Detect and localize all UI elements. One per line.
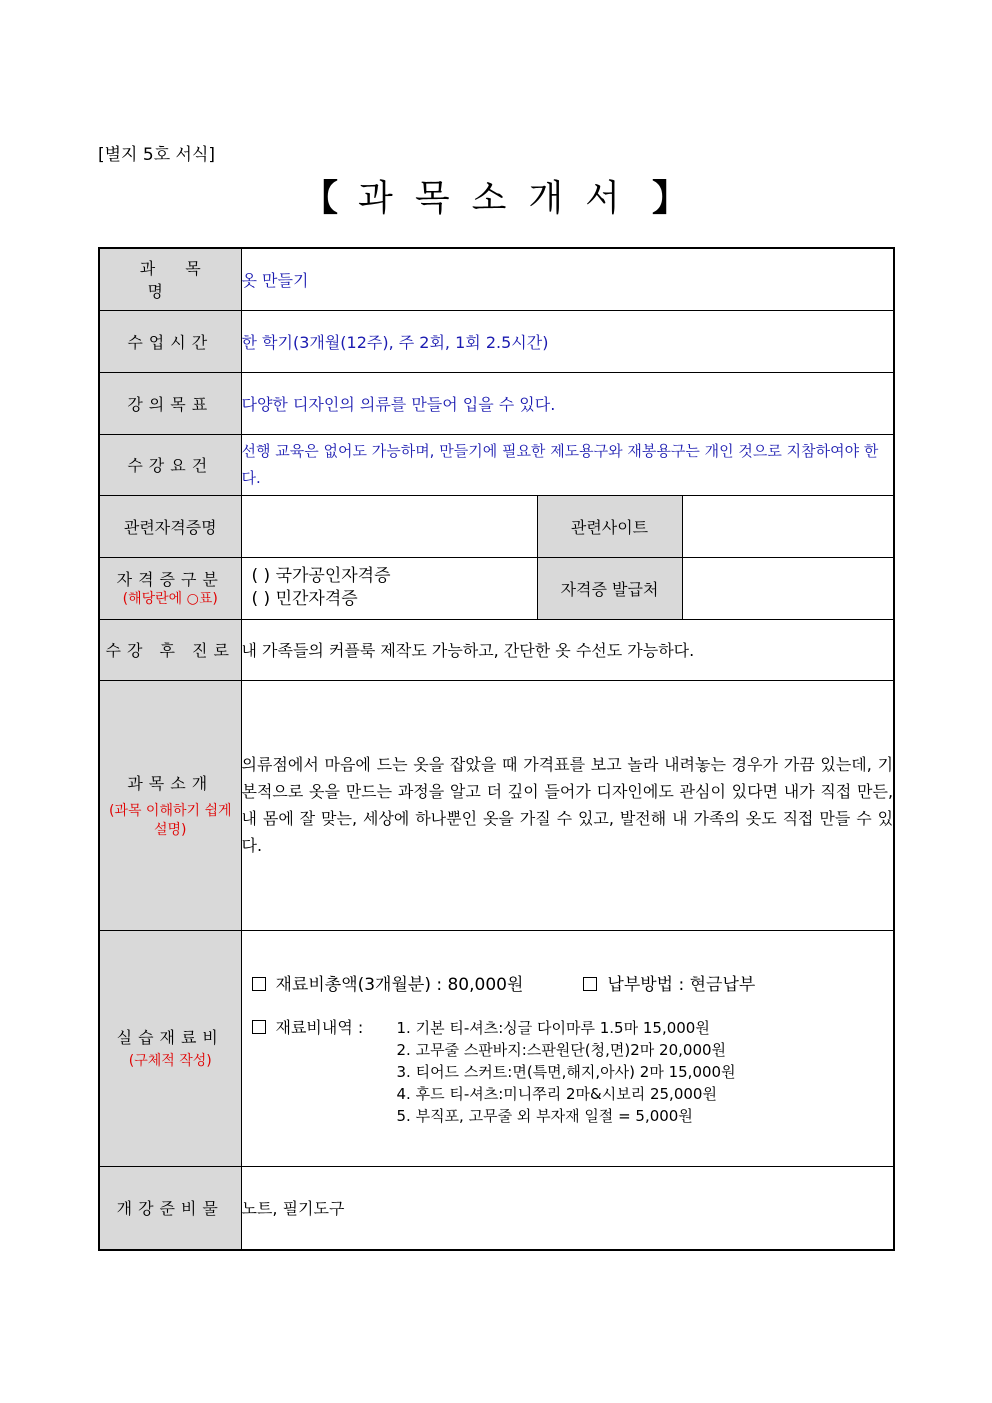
materials-total: 재료비총액(3개월분) : 80,000원 xyxy=(275,974,524,995)
intro-value: 의류점에서 마음에 드는 옷을 잡았을 때 가격표를 보고 놀라 내려놓는 경우가 가끔 있는데, 기본적으로 옷을 만드는 과정을 알고 더 깊이 들어가 디자인에도 관심이 있다면 내가 직접 만든, 내 몸에 잘 맞는, 세상에 하나뿐인 옷을 가질 수 있고, 발전해 내 가족의 옷도 직접 만들 수 있다. xyxy=(241,680,894,930)
row-materials xyxy=(99,930,894,1166)
checkbox-icon[interactable] xyxy=(252,977,266,991)
option-private-cert[interactable]: ( ) 민간자격증 xyxy=(251,589,358,609)
objective-value: 다양한 디자인의 의류를 만들어 입을 수 있다. xyxy=(241,372,894,434)
row-intro xyxy=(99,680,894,930)
prep-label: 개강준비물 xyxy=(99,1166,241,1250)
class-time-label: 수업시간 xyxy=(99,310,241,372)
career-value: 내 가족들의 커플룩 제작도 가능하고, 간단한 옷 수선도 가능하다. xyxy=(241,619,894,680)
course-name-value: 옷 만들기 xyxy=(241,248,894,310)
objective-label: 강의목표 xyxy=(99,372,241,434)
materials-label: 실습재료비 (구체적 작성) xyxy=(99,930,241,1166)
title-bracket-close: 】 xyxy=(651,178,690,219)
row-course-name xyxy=(99,248,894,310)
related-site-label: 관련사이트 xyxy=(537,495,682,557)
materials-item: 4. 후드 티-셔츠:미니쭈리 2마&시보리 25,000원 xyxy=(396,1084,717,1103)
intro-label: 과목소개 (과목 이해하기 쉽게 설명) xyxy=(99,680,241,930)
class-time-value: 한 학기(3개월(12주), 주 2회, 1회 2.5시간) xyxy=(241,310,894,372)
materials-detail-head: 재료비내역 : xyxy=(275,1017,364,1037)
certificate-value xyxy=(241,495,537,557)
cert-type-sub: (해당란에 ○표) xyxy=(122,591,218,607)
materials-item: 2. 고무줄 스판바지:스판원단(청,면)2마 20,000원 xyxy=(396,1040,727,1059)
cert-issuer-value xyxy=(682,557,894,619)
checkbox-icon[interactable] xyxy=(252,1020,266,1034)
cert-issuer-label: 자격증 발급처 xyxy=(537,557,682,619)
prep-value: 노트, 필기도구 xyxy=(241,1166,894,1250)
intro-sub: (과목 이해하기 쉽게 설명) xyxy=(108,802,232,838)
related-site-value xyxy=(682,495,894,557)
course-intro-table xyxy=(98,247,895,1251)
form-code: [별지 5호 서식] xyxy=(98,145,215,165)
title-bracket-open: 【 xyxy=(302,178,341,219)
career-label: 수강 후 진로 xyxy=(99,619,241,680)
materials-item: 1. 기본 티-셔츠:싱글 다이마루 1.5마 15,000원 xyxy=(396,1018,710,1037)
row-certificate xyxy=(99,495,894,557)
document-title xyxy=(0,170,992,221)
course-name-label: 과목명 xyxy=(99,248,241,310)
cert-type-options xyxy=(241,557,537,619)
row-career xyxy=(99,619,894,680)
row-requirements xyxy=(99,434,894,495)
materials-detail xyxy=(242,1017,894,1127)
checkbox-icon[interactable] xyxy=(583,977,597,991)
requirements-label: 수강요건 xyxy=(99,434,241,495)
materials-item: 5. 부직포, 고무줄 외 부자재 일절 = 5,000원 xyxy=(396,1106,693,1125)
materials-value xyxy=(241,930,894,1166)
row-prep xyxy=(99,1166,894,1250)
certificate-label: 관련자격증명 xyxy=(99,495,241,557)
materials-sub: (구체적 작성) xyxy=(128,1053,212,1069)
row-objective xyxy=(99,372,894,434)
cert-type-label: 자격증구분 (해당란에 ○표) xyxy=(99,557,241,619)
title-text: 과목소개서 xyxy=(358,178,642,219)
row-cert-type xyxy=(99,557,894,619)
requirements-value: 선행 교육은 없어도 가능하며, 만들기에 필요한 제도용구와 재봉용구는 개인 것으로 지참하여야 한다. xyxy=(241,434,894,495)
row-class-time xyxy=(99,310,894,372)
payment-method: 납부방법 : 현금납부 xyxy=(607,974,756,995)
materials-item: 3. 티어드 스커트:면(특면,해지,아사) 2마 15,000원 xyxy=(396,1062,736,1081)
materials-summary xyxy=(242,970,894,995)
option-national-cert[interactable]: ( ) 국가공인자격증 xyxy=(251,566,391,586)
